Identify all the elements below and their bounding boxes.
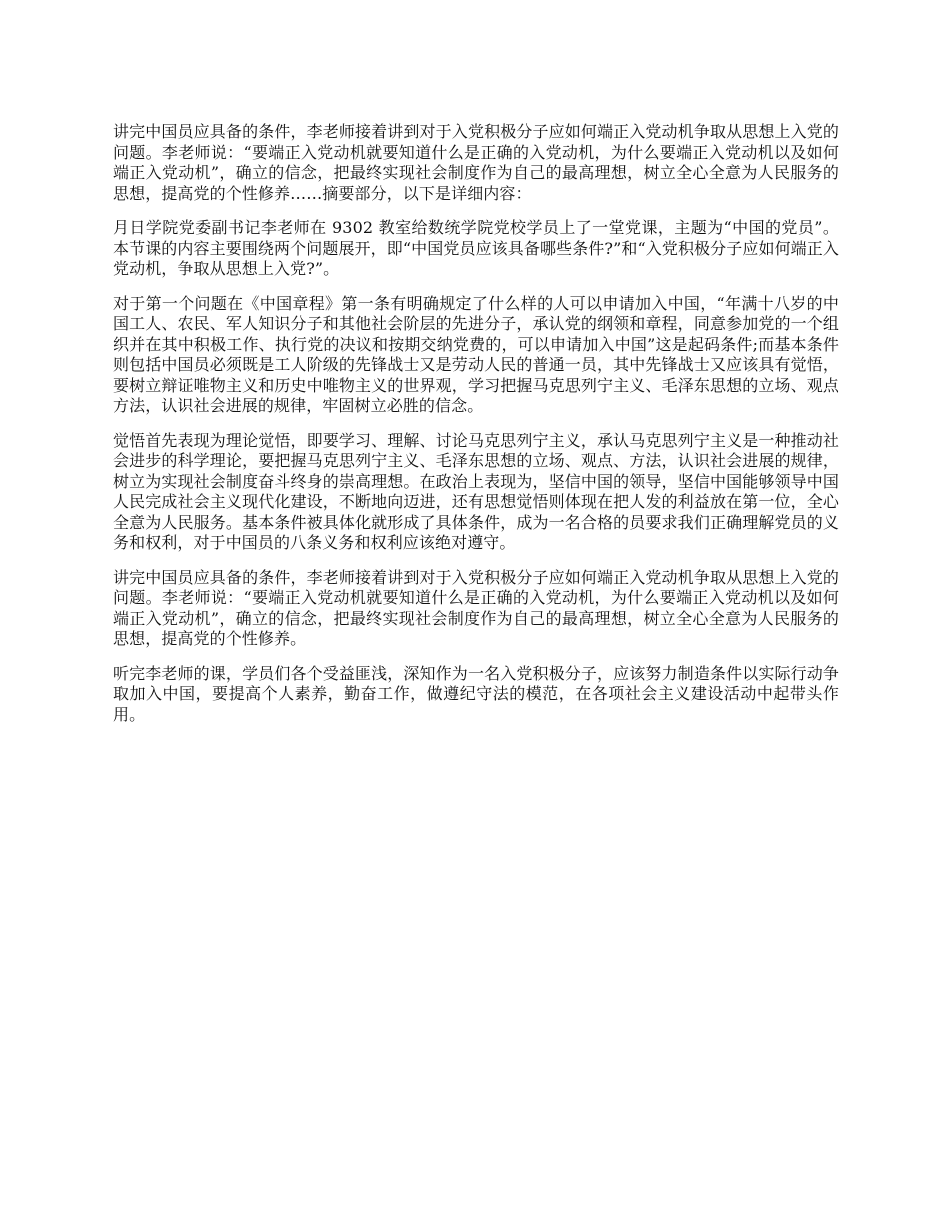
paragraph-lecture-intro: 月日学院党委副书记李老师在 9302 教室给数统学院党校学员上了一堂党课，主题为“中国的党员”。本节课的内容主要围绕两个问题展开，即“中国党员应该具备哪些条件?”和“入党积极分子应如何端正入党动机，争取从思想上入党?”。 — [113, 218, 839, 278]
paragraph-first-question: 对于第一个问题在《中国章程》第一条有明确规定了什么样的人可以申请加入中国，“年满十八岁的中国工人、农民、军人知识分子和其他社会阶层的先进分子，承认党的纲领和章程，同意参加党的一个组织并在其中积极工作、执行党的决议和按期交纳党费的，可以申请加入中国”这是起码条件;而基本条件则包括中国员必须既是工人阶级的先锋战士又是劳动人民的普通一员，其中先锋战士又应该具有觉悟，要树立辩证唯物主义和历史中唯物主义的世界观，学习把握马克思列宁主义、毛泽东思想的立场、观点方法，认识社会进展的规律，牢固树立必胜的信念。 — [113, 293, 839, 415]
paragraph-awareness: 觉悟首先表现为理论觉悟，即要学习、理解、讨论马克思列宁主义，承认马克思列宁主义是一种推动社会进步的科学理论，要把握马克思列宁主义、毛泽东思想的立场、观点、方法，认识社会进展的规律，树立为实现社会制度奋斗终身的崇高理想。在政治上表现为，坚信中国的领导，坚信中国能够领导中国人民完成社会主义现代化建设，不断地向迈进，还有思想觉悟则体现在把人发的利益放在第一位，全心全意为人民服务。基本条件被具体化就形成了具体条件，成为一名合格的员要求我们正确理解党员的义务和权利，对于中国员的八条义务和权利应该绝对遵守。 — [113, 430, 839, 552]
paragraph-second-question: 讲完中国员应具备的条件，李老师接着讲到对于入党积极分子应如何端正入党动机争取从思想上入党的问题。李老师说：“要端正入党动机就要知道什么是正确的入党动机，为什么要端正入党动机以及如何端正入党动机”，确立的信念，把最终实现社会制度作为自己的最高理想，树立全心全意为人民服务的思想，提高党的个性修养。 — [113, 567, 839, 648]
document-body — [113, 122, 839, 739]
paragraph-conclusion: 听完李老师的课，学员们各个受益匪浅，深知作为一名入党积极分子，应该努力制造条件以实际行动争取加入中国，要提高个人素养，勤奋工作，做遵纪守法的模范，在各项社会主义建设活动中起带头作用。 — [113, 663, 839, 724]
paragraph-summary: 讲完中国员应具备的条件，李老师接着讲到对于入党积极分子应如何端正入党动机争取从思想上入党的问题。李老师说：“要端正入党动机就要知道什么是正确的入党动机，为什么要端正入党动机以及如何端正入党动机”，确立的信念，把最终实现社会制度作为自己的最高理想，树立全心全意为人民服务的思想，提高党的个性修养……摘要部分，以下是详细内容： — [113, 122, 839, 203]
